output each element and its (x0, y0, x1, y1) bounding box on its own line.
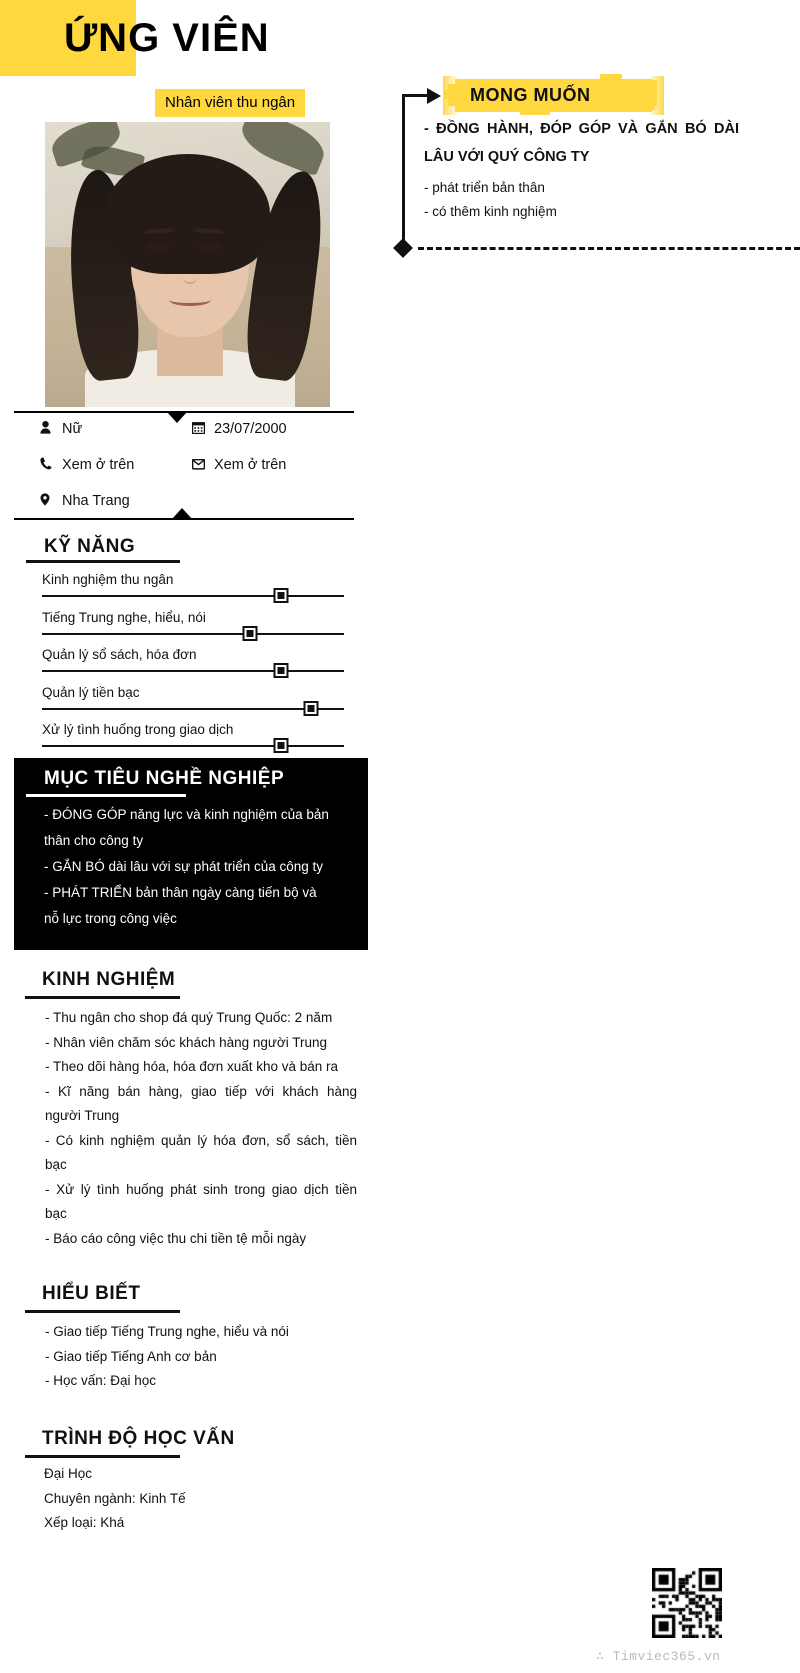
page-title: ỨNG VIÊN (64, 16, 270, 60)
photo-mouth (169, 294, 211, 306)
connector-vertical-line (402, 94, 405, 252)
site-watermark: ∴ Timviec365.vn (596, 1649, 721, 1664)
heading-underline (25, 1455, 180, 1458)
skill-label: Quản lý sổ sách, hóa đơn (42, 647, 197, 662)
skill-slider[interactable] (42, 590, 344, 602)
wish-main-line: - ĐỒNG HÀNH, ĐÓP GÓP VÀ GẮN BÓ DÀI (424, 121, 739, 137)
slider-track (42, 745, 344, 747)
info-value: Nha Trang (62, 493, 130, 509)
heading-underline (26, 560, 180, 563)
info-value: Xem ở trên (62, 457, 135, 473)
info-row (40, 421, 370, 437)
education-list (44, 1462, 186, 1536)
objective-line: nỗ lực trong công việc (44, 911, 177, 926)
career-objective-box (14, 758, 368, 950)
experience-list (45, 1006, 357, 1251)
skill-label: Xử lý tình huống trong giao dịch (42, 722, 234, 737)
slider-knob[interactable] (305, 703, 316, 714)
info-value: 23/07/2000 (214, 421, 287, 437)
skill-slider[interactable] (42, 665, 344, 677)
heading-underline (26, 794, 186, 797)
info-row (40, 493, 370, 509)
slider-track (42, 708, 344, 710)
wish-sub-text (424, 176, 744, 224)
wish-main-text (424, 115, 739, 171)
section-heading-skills: KỸ NĂNG (44, 536, 136, 557)
photo-eye (147, 242, 171, 251)
experience-line: - Xử lý tình huống phát sinh trong giao dịch tiền (45, 1181, 357, 1197)
info-location (40, 493, 192, 509)
section-heading-experience: KINH NGHIỆM (42, 969, 176, 990)
education-line: Chuyên ngành: Kinh Tế (44, 1490, 186, 1506)
dashed-divider (418, 247, 800, 250)
slider-track (42, 670, 344, 672)
info-phone (40, 457, 192, 473)
objective-list (44, 802, 354, 932)
person-icon (40, 421, 62, 437)
skill-slider[interactable] (42, 628, 344, 640)
arrow-right-icon (427, 88, 441, 104)
heading-underline (25, 1310, 180, 1313)
photo-hair-top (105, 154, 270, 274)
brush-splat (448, 84, 456, 106)
info-value: Xem ở trên (214, 457, 287, 473)
experience-line: bạc (45, 1206, 67, 1221)
brush-splat (645, 105, 655, 110)
wish-sub-line: - có thêm kinh nghiệm (424, 204, 557, 219)
photo-eye (197, 242, 221, 251)
objective-line: - PHÁT TRIỂN bản thân ngày càng tiến bộ và (44, 885, 317, 900)
connector-horizontal-line (402, 94, 430, 97)
knowledge-list (45, 1320, 357, 1394)
objective-line: - GẮN BÓ dài lâu với sự phát triển của công ty (44, 859, 324, 874)
slider-track (42, 595, 344, 597)
slider-knob[interactable] (275, 590, 286, 601)
info-row (40, 457, 370, 473)
brush-splat (600, 74, 622, 80)
slider-track (42, 633, 344, 635)
experience-line: - Có kinh nghiệm quản lý hóa đơn, sổ sách, tiền (45, 1132, 357, 1148)
knowledge-line: - Giao tiếp Tiếng Trung nghe, hiểu và nói (45, 1324, 289, 1339)
wish-main-line: LÂU VỚI QUÝ CÔNG TY (424, 149, 590, 165)
section-heading-knowledge: HIỂU BIẾT (42, 1283, 141, 1304)
experience-line: người Trung (45, 1108, 120, 1123)
location-pin-icon (40, 493, 62, 509)
triangle-up-icon (172, 508, 192, 519)
personal-info (40, 421, 370, 529)
brush-splat (444, 90, 449, 99)
education-line: Xếp loại: Khá (44, 1515, 125, 1530)
skills-list (42, 572, 344, 760)
skill-item (42, 722, 344, 752)
experience-line: - Thu ngân cho shop đá quý Trung Quốc: 2 năm (45, 1010, 333, 1025)
slider-knob[interactable] (245, 628, 256, 639)
info-value: Nữ (62, 421, 83, 437)
wish-sub-line: - phát triển bản thân (424, 180, 545, 195)
skill-item (42, 685, 344, 715)
section-heading-objective: MỤC TIÊU NGHỀ NGHIỆP (44, 768, 285, 789)
wish-heading: MONG MUỐN (470, 85, 591, 105)
brush-splat (650, 80, 657, 106)
skill-item (42, 647, 344, 677)
skill-item (42, 572, 344, 602)
experience-line: bạc (45, 1157, 67, 1172)
phone-icon (40, 457, 62, 473)
experience-line: - Theo dõi hàng hóa, hóa đơn xuất kho và bán ra (45, 1059, 339, 1074)
experience-line: - Kĩ năng bán hàng, giao tiếp với khách hàng (45, 1083, 357, 1099)
connector-arrow (400, 88, 444, 256)
experience-line: - Nhân viên chăm sóc khách hàng người Trung (45, 1034, 328, 1050)
skill-item (42, 610, 344, 640)
objective-line: - ĐÓNG GÓP năng lực và kinh nghiệm của bản (44, 807, 329, 822)
qr-code[interactable] (652, 1568, 722, 1638)
envelope-icon (192, 458, 214, 473)
education-line: Đại Học (44, 1466, 93, 1481)
skill-slider[interactable] (42, 740, 344, 752)
calendar-icon (192, 421, 214, 437)
knowledge-line: - Giao tiếp Tiếng Anh cơ bản (45, 1348, 217, 1364)
job-title-badge: Nhân viên thu ngân (155, 89, 305, 117)
avatar (45, 122, 330, 407)
skill-label: Kinh nghiệm thu ngân (42, 572, 174, 587)
knowledge-line: - Học vấn: Đại học (45, 1373, 157, 1388)
skill-label: Tiếng Trung nghe, hiểu, nói (42, 609, 206, 625)
experience-line: - Báo cáo công việc thu chi tiền tệ mỗi ngày (45, 1230, 307, 1246)
photo-nose (183, 264, 197, 284)
slider-knob[interactable] (275, 665, 286, 676)
section-heading-education: TRÌNH ĐỘ HỌC VẤN (42, 1428, 235, 1449)
objective-line: thân cho công ty (44, 833, 144, 848)
heading-underline (25, 996, 180, 999)
info-email (192, 457, 344, 473)
info-gender (40, 421, 192, 437)
slider-knob[interactable] (275, 740, 286, 751)
info-birthdate (192, 421, 344, 437)
skill-slider[interactable] (42, 703, 344, 715)
skill-label: Quản lý tiền bạc (42, 684, 140, 700)
